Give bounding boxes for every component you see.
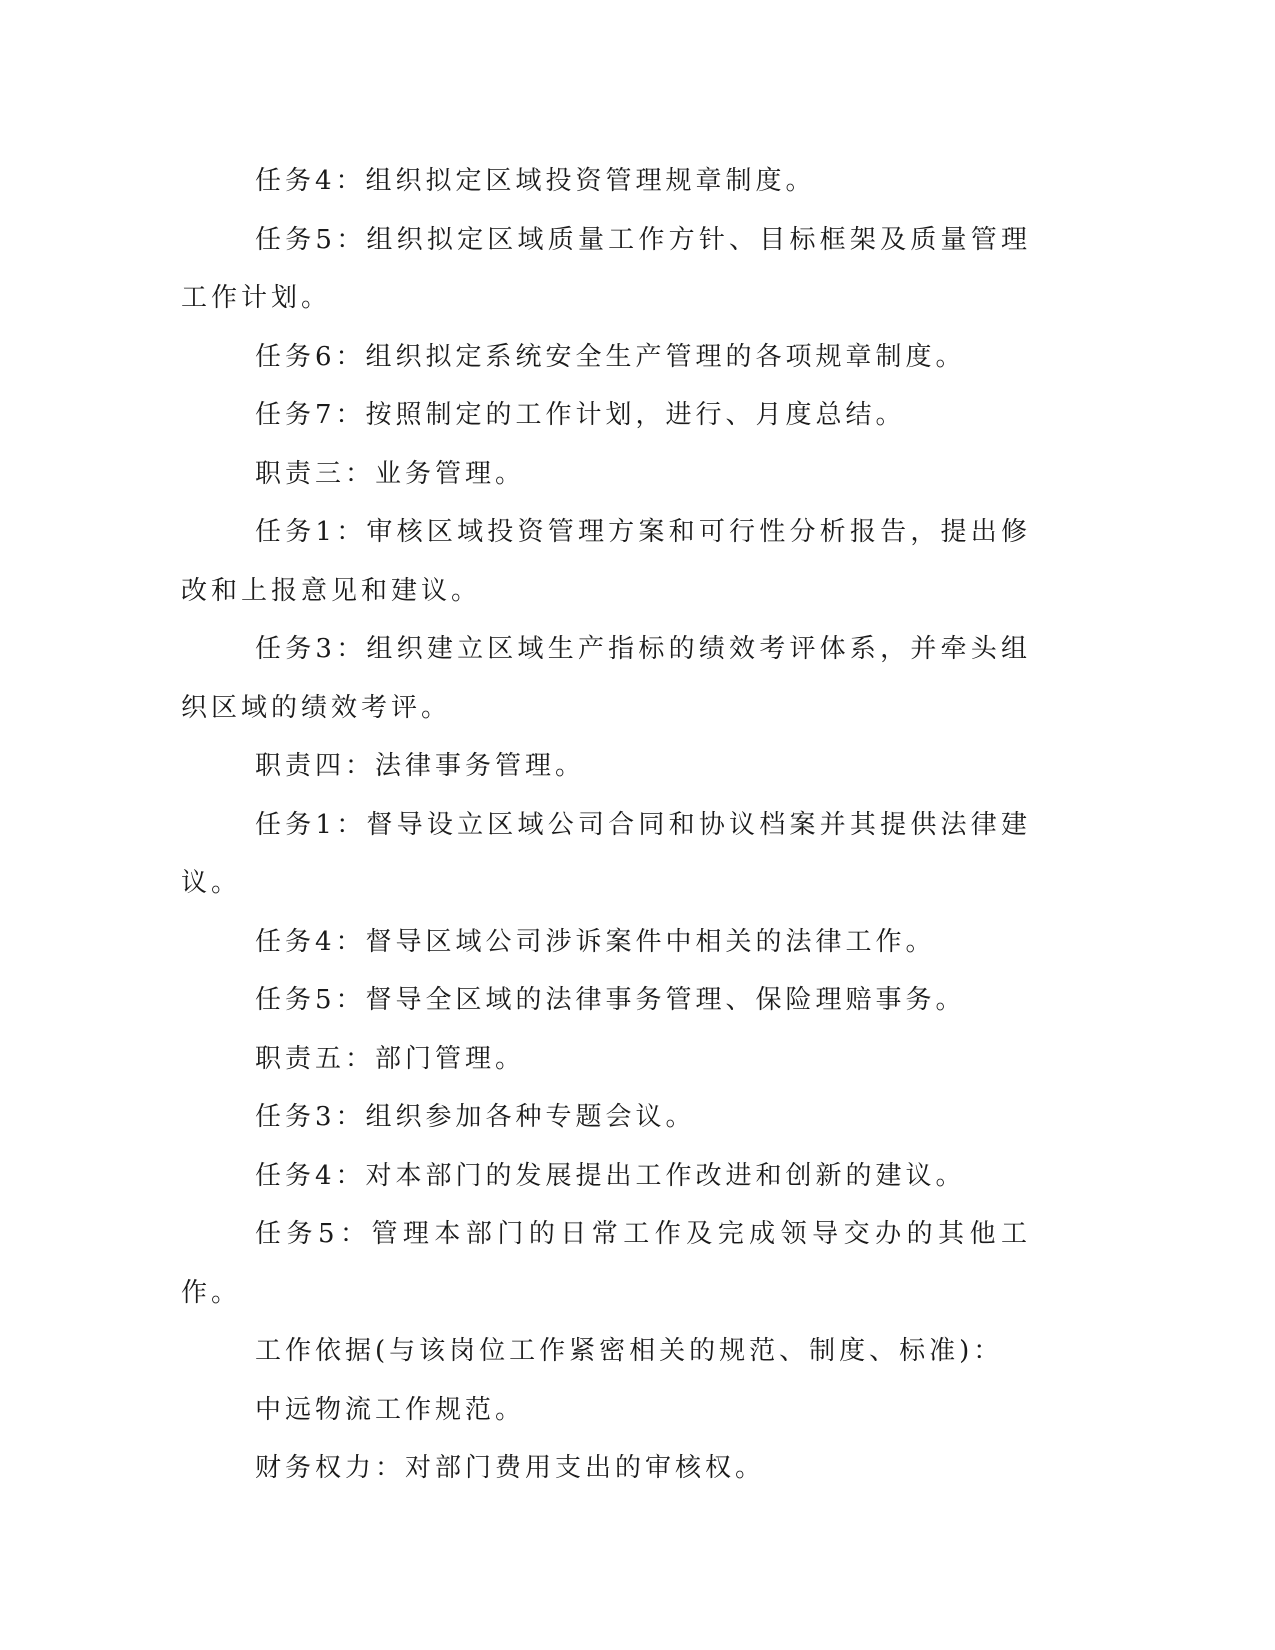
paragraph-task-4-improvement-suggestions: 任务4：对本部门的发展提出工作改进和创新的建议。: [255, 1160, 966, 1191]
paragraph-financial-authority: 财务权力：对部门费用支出的审核权。: [255, 1453, 766, 1483]
paragraph-task-4-litigation: 任务4：督导区域公司涉诉案件中相关的法律工作。: [255, 926, 936, 957]
paragraph-task-4-investment-rules: 任务4：组织拟定区域投资管理规章制度。: [255, 166, 816, 196]
paragraph-task-3-performance-evaluation: 任务3：组织建立区域生产指标的绩效考评体系，并牵头组织区域的绩效考评。: [181, 634, 1031, 723]
paragraph-task-6-safety-rules: 任务6：组织拟定系统安全生产管理的各项规章制度。: [255, 341, 966, 372]
paragraph-task-5-daily-work: 任务5：管理本部门的日常工作及完成领导交办的其他工作。: [181, 1219, 1031, 1308]
paragraph-duty-5-department-management: 职责五：部门管理。: [255, 1043, 526, 1074]
paragraph-task-1-review-plans: 任务1：审核区域投资管理方案和可行性分析报告，提出修改和上报意见和建议。: [181, 517, 1031, 606]
paragraph-duty-3-business-management: 职责三：业务管理。: [255, 458, 526, 489]
paragraph-work-basis-value: 中远物流工作规范。: [255, 1394, 526, 1425]
paragraph-task-3-meetings: 任务3：组织参加各种专题会议。: [255, 1102, 696, 1132]
paragraph-task-5-insurance-claims: 任务5：督导全区域的法律事务管理、保险理赔事务。: [255, 985, 966, 1015]
paragraph-task-1-contract-archives: 任务1：督导设立区域公司合同和协议档案并其提供法律建议。: [181, 809, 1031, 898]
paragraph-task-7-monthly-summary: 任务7：按照制定的工作计划，进行、月度总结。: [255, 400, 906, 430]
paragraph-duty-4-legal-affairs: 职责四：法律事务管理。: [255, 751, 586, 781]
paragraph-work-basis-heading: 工作依据(与该岗位工作紧密相关的规范、制度、标准)：: [255, 1336, 1004, 1366]
paragraph-task-5-quality-policy: 任务5：组织拟定区域质量工作方针、目标框架及质量管理工作计划。: [181, 224, 1031, 313]
document-body: [181, 152, 1031, 1498]
